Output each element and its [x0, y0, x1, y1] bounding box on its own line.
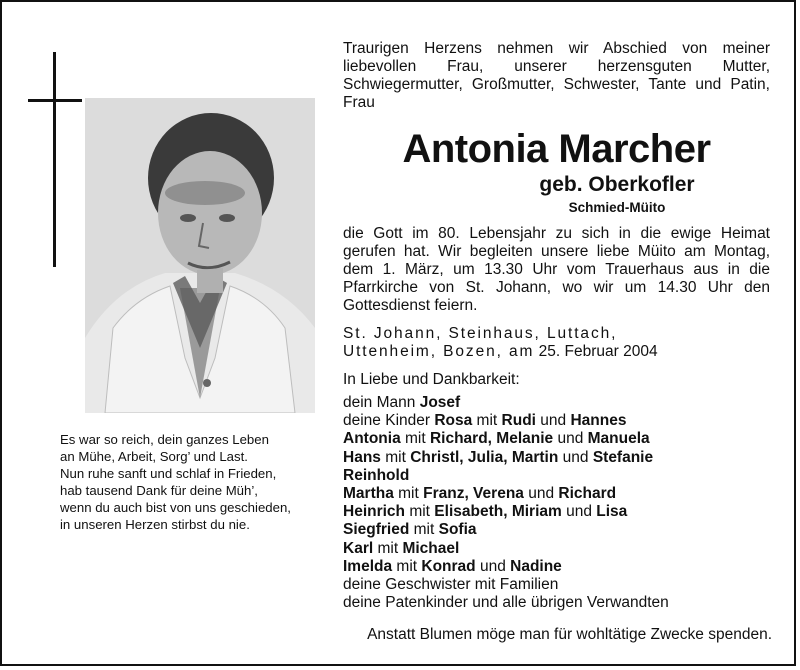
poem-line: in unseren Herzen stirbst du nie. — [60, 517, 250, 532]
mourner-text: und — [523, 485, 559, 503]
mourner-name: Reinhold — [343, 466, 410, 484]
maiden-name: geb. Oberkofler — [539, 173, 695, 196]
intro-text: Traurigen Herzens nehmen wir Abschied von meiner liebevollen Frau, unserer herzensguten Mutter, Schwiegermutter, Großmutter, Schwester, Tante und Patin, Frau — [343, 40, 770, 111]
mourner-text: mit — [405, 503, 435, 521]
date: 25. Februar 2004 — [534, 343, 658, 360]
house-name: Schmied-Müito — [568, 200, 666, 215]
thanks-line: In Liebe und Dankbarkeit: — [343, 371, 520, 388]
mourner-text: mit — [380, 448, 411, 466]
mourner-name: Martha — [343, 485, 394, 503]
mourner-line — [343, 558, 773, 576]
mourner-name: Imelda — [343, 557, 393, 575]
mourner-text: und — [475, 557, 511, 575]
mourner-name: Heinrich — [343, 503, 406, 521]
portrait-photo — [85, 98, 315, 413]
poem-line: Nun ruhe sanft und schlaf in Frieden, — [60, 466, 277, 481]
mourner-text: mit — [409, 521, 439, 539]
mourner-line — [343, 449, 773, 467]
mourner-name: Franz, Verena — [423, 485, 524, 503]
mourner-text: dein Mann — [343, 394, 420, 411]
mourner-name: Richard, Melanie — [429, 430, 554, 448]
mourner-name: Michael — [402, 539, 460, 557]
mourner-text: mit — [393, 485, 424, 503]
mourner-name: Hannes — [570, 412, 627, 430]
mourner-line — [343, 576, 773, 594]
mourner-text: und — [558, 448, 593, 466]
mourner-text: und — [553, 430, 588, 448]
cross-icon — [53, 52, 56, 267]
mourner-text: und — [535, 412, 571, 430]
poem — [60, 431, 335, 533]
mourner-text: mit — [373, 539, 403, 557]
poem-line: hab tausend Dank für deine Müh’, — [60, 483, 258, 498]
mourner-line — [343, 594, 773, 612]
mourner-name: Richard — [558, 485, 617, 503]
mourner-text: deine Kinder — [343, 412, 435, 430]
mourner-text: deine Geschwister mit Familien — [343, 576, 559, 594]
mourner-name: Nadine — [510, 557, 562, 575]
portrait-illustration — [85, 98, 315, 413]
place-and-date — [343, 325, 770, 361]
mourner-text: deine Patenkinder und alle übrigen Verwandten — [343, 594, 669, 612]
place-date-line — [343, 343, 770, 361]
mourner-name: Antonia — [343, 430, 401, 448]
mourner-name: Rosa — [434, 412, 473, 430]
mourner-line — [343, 485, 773, 503]
place-names: Uttenheim, Bozen, am — [343, 343, 535, 360]
deceased-name: Antonia Marcher — [402, 127, 711, 171]
place-line: St. Johann, Steinhaus, Luttach, — [343, 325, 618, 342]
donation-note: Anstatt Blumen möge man für wohltätige Zwecke spenden. — [367, 626, 772, 643]
mourner-name: Konrad — [421, 557, 476, 575]
mourner-text: mit — [392, 557, 422, 575]
mourner-text: mit — [472, 412, 502, 430]
mourner-name: Rudi — [501, 412, 536, 430]
mourner-name: Stefanie — [592, 448, 654, 466]
mourner-name: Siegfried — [343, 521, 410, 539]
mourner-name: Karl — [343, 539, 374, 557]
mourner-name: Lisa — [596, 503, 628, 521]
poem-line: Es war so reich, dein ganzes Leben — [60, 432, 269, 447]
mourner-line — [343, 540, 773, 558]
cross-icon-bar — [28, 99, 82, 102]
mourner-name: Sofia — [438, 521, 477, 539]
mourner-name: Hans — [343, 448, 381, 466]
mourner-text: und — [561, 503, 597, 521]
mourner-name: Christl, Julia, Martin — [410, 448, 559, 466]
mourner-line — [343, 412, 773, 430]
mourner-name: Elisabeth, Miriam — [434, 503, 562, 521]
mourner-name: Manuela — [587, 430, 650, 448]
mourner-line — [343, 503, 773, 521]
mourner-name: Josef — [419, 394, 461, 411]
mourner-line — [343, 467, 773, 485]
mourner-line — [343, 430, 773, 448]
funeral-details: die Gott im 80. Lebensjahr zu sich in die ewige Heimat gerufen hat. Wir begleiten unsere liebe Müito am Montag, dem 1. März, um 13.30 Uhr vom Trauerhaus aus in die Pfarrkirche von St. Johann, wo wir um 14.30 Uhr den Gottesdienst feiern. — [343, 225, 770, 314]
mourner-line — [343, 394, 773, 412]
poem-line: wenn du auch bist von uns geschieden, — [60, 500, 291, 515]
poem-line: an Mühe, Arbeit, Sorg’ und Last. — [60, 449, 248, 464]
mourners-list — [343, 394, 773, 612]
mourner-text: mit — [400, 430, 430, 448]
mourner-line — [343, 521, 773, 539]
